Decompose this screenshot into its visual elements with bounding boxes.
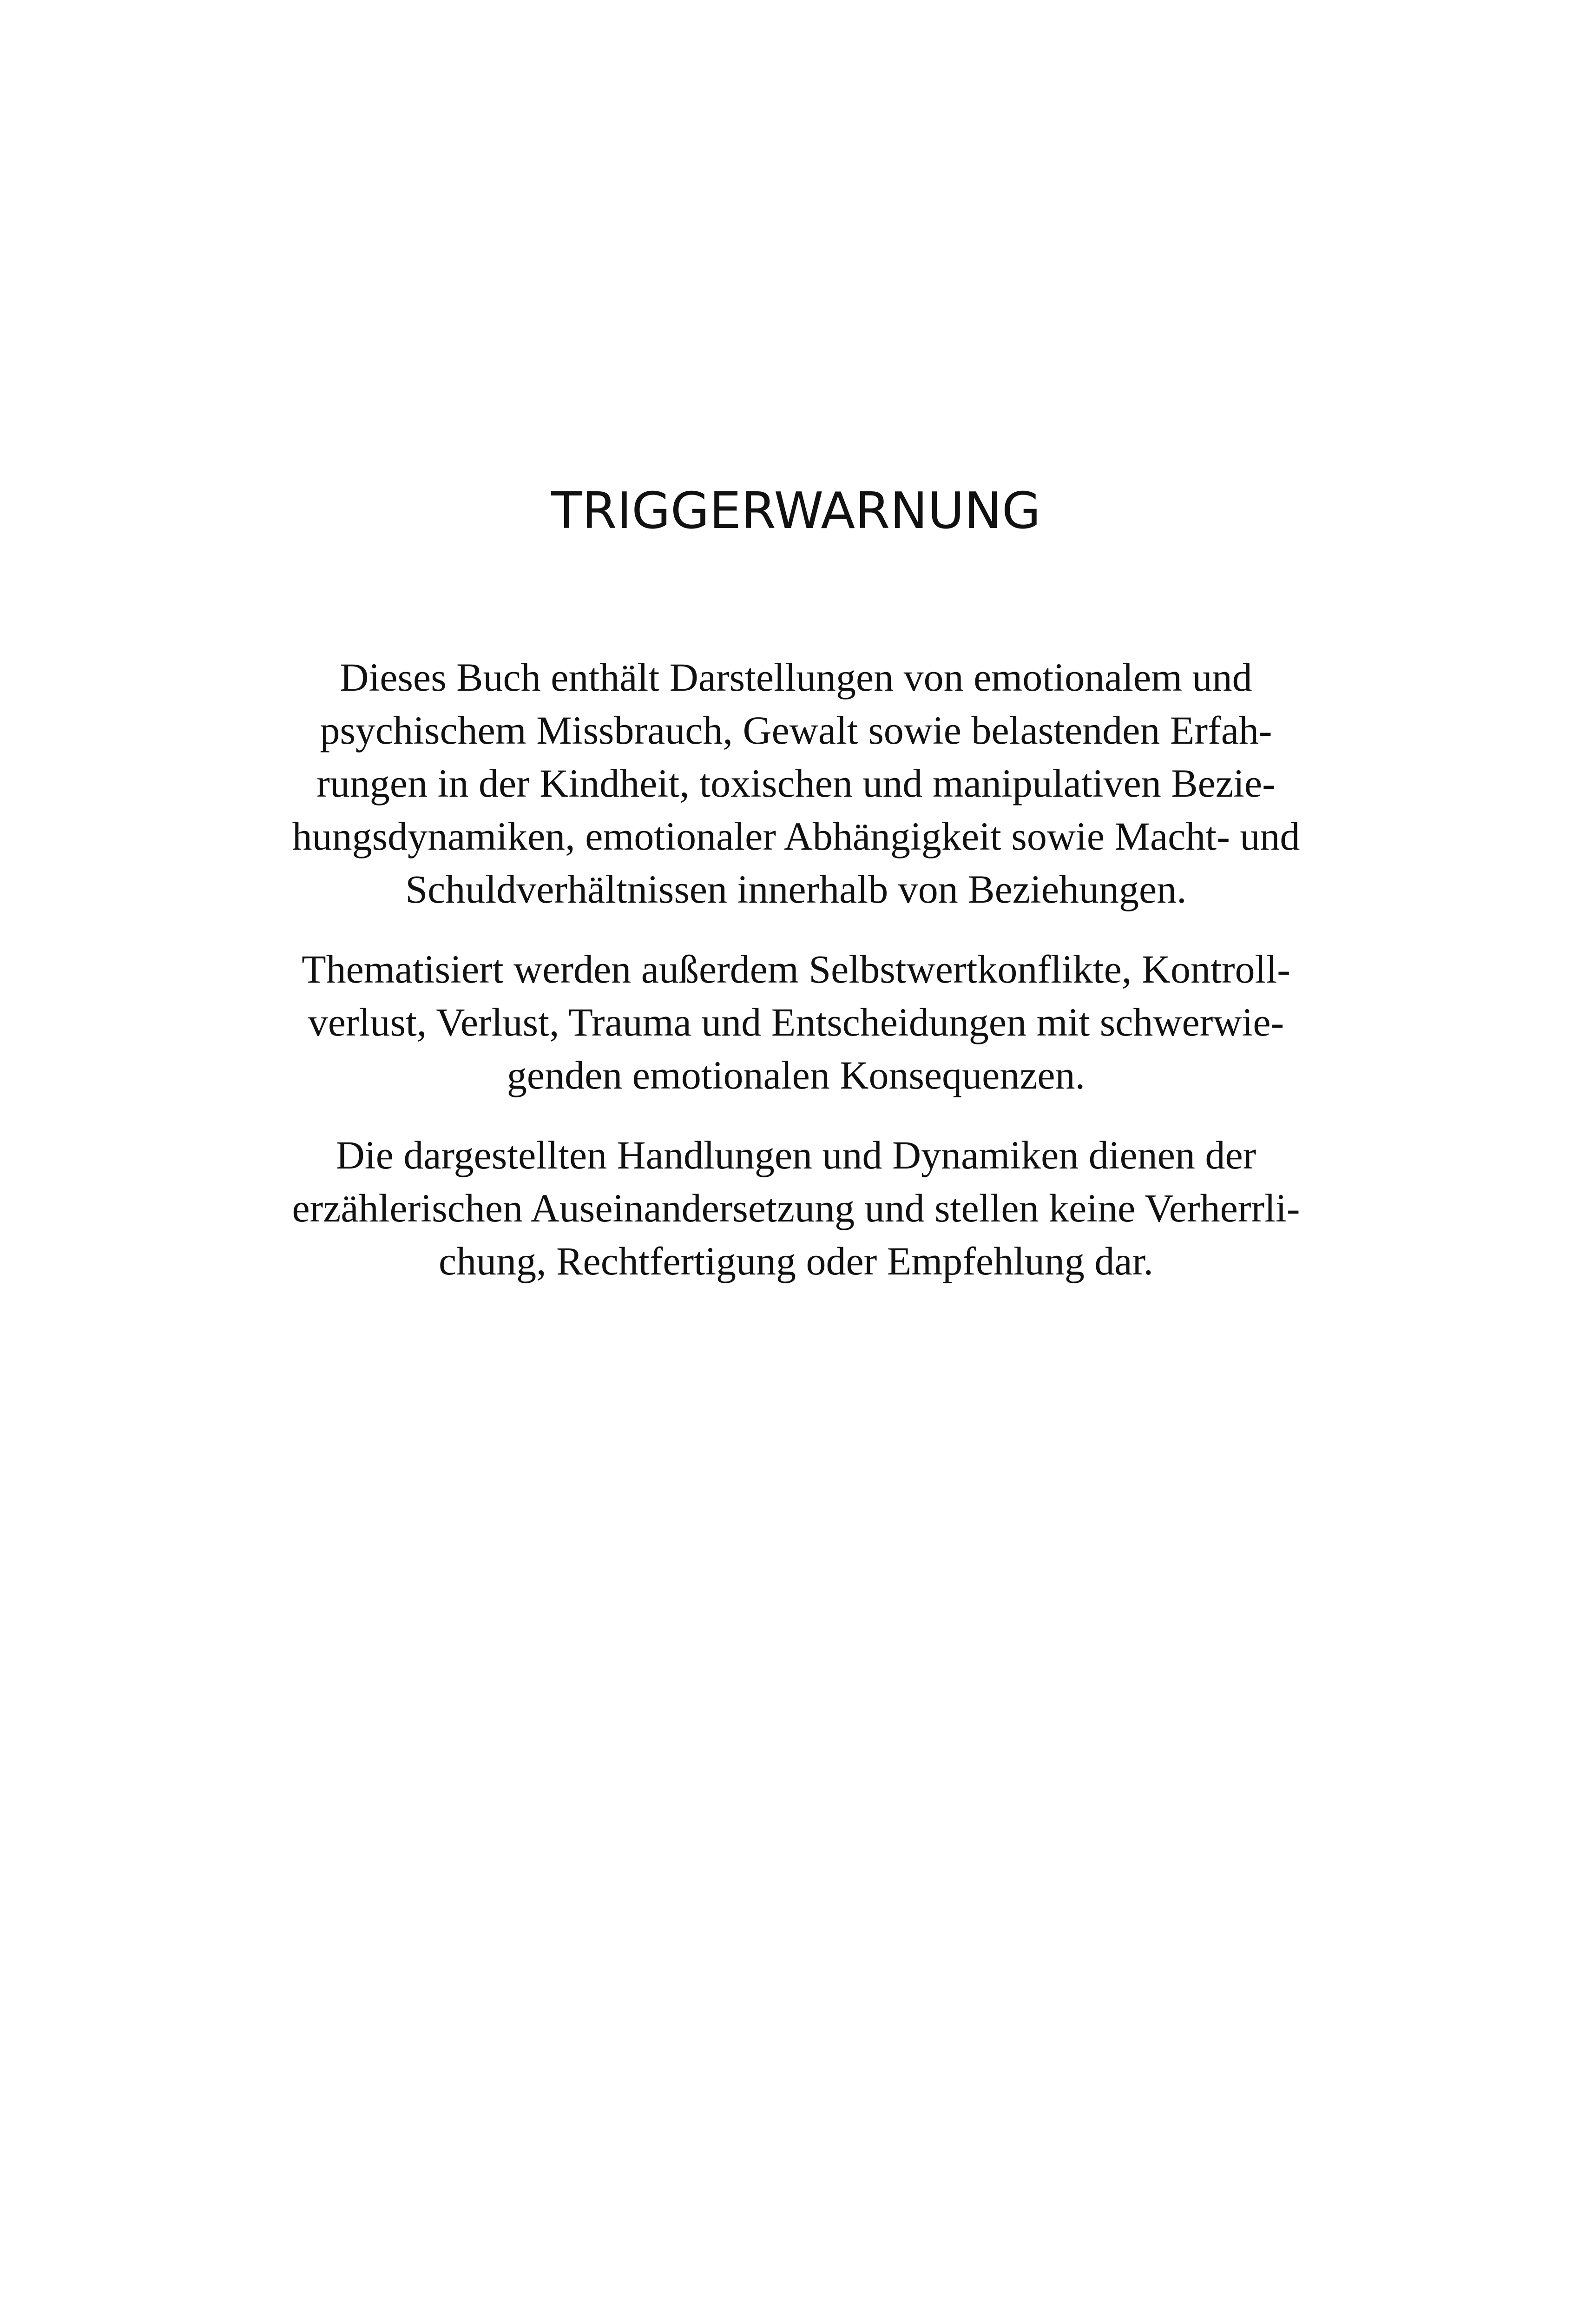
text-line: Thematisiert werden außerdem Selbstwertkonflikte, Kontroll- xyxy=(302,947,1290,991)
paragraph-content-description xyxy=(242,651,1350,916)
text-line: chung, Rechtfertigung oder Empfehlung dar. xyxy=(438,1239,1153,1283)
text-line: genden emotionalen Konsequenzen. xyxy=(507,1053,1085,1097)
text-line: Die dargestellten Handlungen und Dynamiken dienen der xyxy=(336,1133,1256,1177)
text-line: verlust, Verlust, Trauma und Entscheidungen mit schwerwie- xyxy=(308,1000,1284,1044)
trigger-warning-text xyxy=(242,651,1350,1314)
text-line: hungsdynamiken, emotionaler Abhängigkeit sowie Macht- und xyxy=(292,814,1300,858)
paragraph-disclaimer xyxy=(242,1129,1350,1287)
text-line: rungen in der Kindheit, toxischen und manipulativen Bezie- xyxy=(316,761,1276,805)
text-line: erzählerischen Auseinandersetzung und stellen keine Verherrli- xyxy=(292,1186,1300,1230)
text-line: Dieses Buch enthält Darstellungen von emotionalem und xyxy=(340,655,1252,700)
text-line: Schuldverhältnissen innerhalb von Beziehungen. xyxy=(405,867,1187,911)
page-title: TRIGGERWARNUNG xyxy=(551,482,1041,540)
text-line: psychischem Missbrauch, Gewalt sowie belastenden Erfah- xyxy=(320,708,1272,753)
paragraph-themes xyxy=(242,943,1350,1102)
